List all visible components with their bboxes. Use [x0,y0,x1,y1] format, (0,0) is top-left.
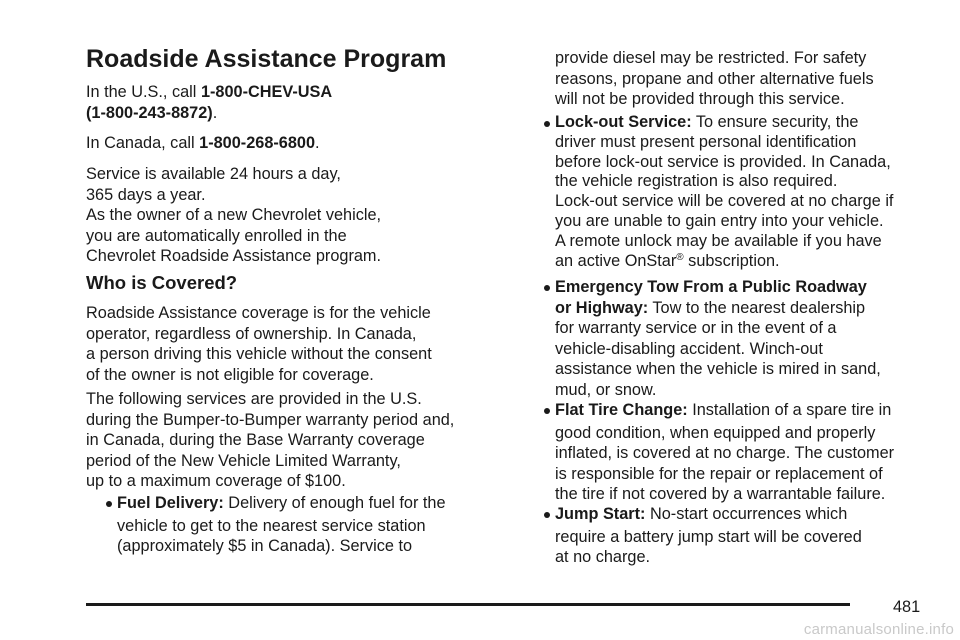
watermark-logo: carmanualsonline.info [803,621,954,638]
flat-tire-change-label: Flat Tire Change: [555,401,688,419]
who-is-covered-heading: Who is Covered? [86,272,238,293]
jump-start-label: Jump Start: [555,505,646,523]
services-intro-paragraph: The following services are provided in the U.S. during the Bumper-to-Bumper warranty period and, in Canada, during the Base Warranty coverage period of the New Vehicle Limited Warranty, up to a maximum coverage of $100. [86,390,455,490]
enrollment-paragraph: As the owner of a new Chevrolet vehicle, you are automatically enrolled in the Chevrolet Roadside Assistance program. [86,206,382,265]
bullet-dot [544,408,550,414]
us-phone-number: 1-800-CHEV-USA [200,83,333,101]
us-phone-paragraph: In the U.S., call 1-800-CHEV-USA (1-800-243-8872). [86,83,333,122]
bullet-dot [544,285,550,291]
canada-phone-number: 1-800-268-6800 [199,134,316,152]
page-title: Roadside Assistance Program [86,45,447,73]
availability-paragraph: Service is available 24 hours a day, 365 days a year. [86,165,341,204]
fuel-delivery-continued: provide diesel may be restricted. For safety reasons, propane and other alternative fuels will not be provided through this service. [555,49,874,108]
fuel-delivery-label: Fuel Delivery: [117,494,224,512]
canada-phone-paragraph: In Canada, call 1-800-268-6800. [86,134,320,152]
lockout-service-label: Lock-out Service: [555,113,692,131]
us-phone-numeric: (1-800-243-8872) [86,103,213,122]
footer-rule [86,603,850,606]
bullet-dot [106,501,112,507]
emergency-tow-label: Emergency Tow From a Public Roadway [555,278,867,296]
registered-mark: ® [676,251,684,263]
page-number: 481 [893,598,921,616]
bullet-dot [544,512,550,518]
bullet-dot [544,121,550,127]
coverage-paragraph: Roadside Assistance coverage is for the vehicle operator, regardless of ownership. In Canada, a person driving this vehicle without the consent of the owner is not eligible for coverage. [86,304,432,384]
